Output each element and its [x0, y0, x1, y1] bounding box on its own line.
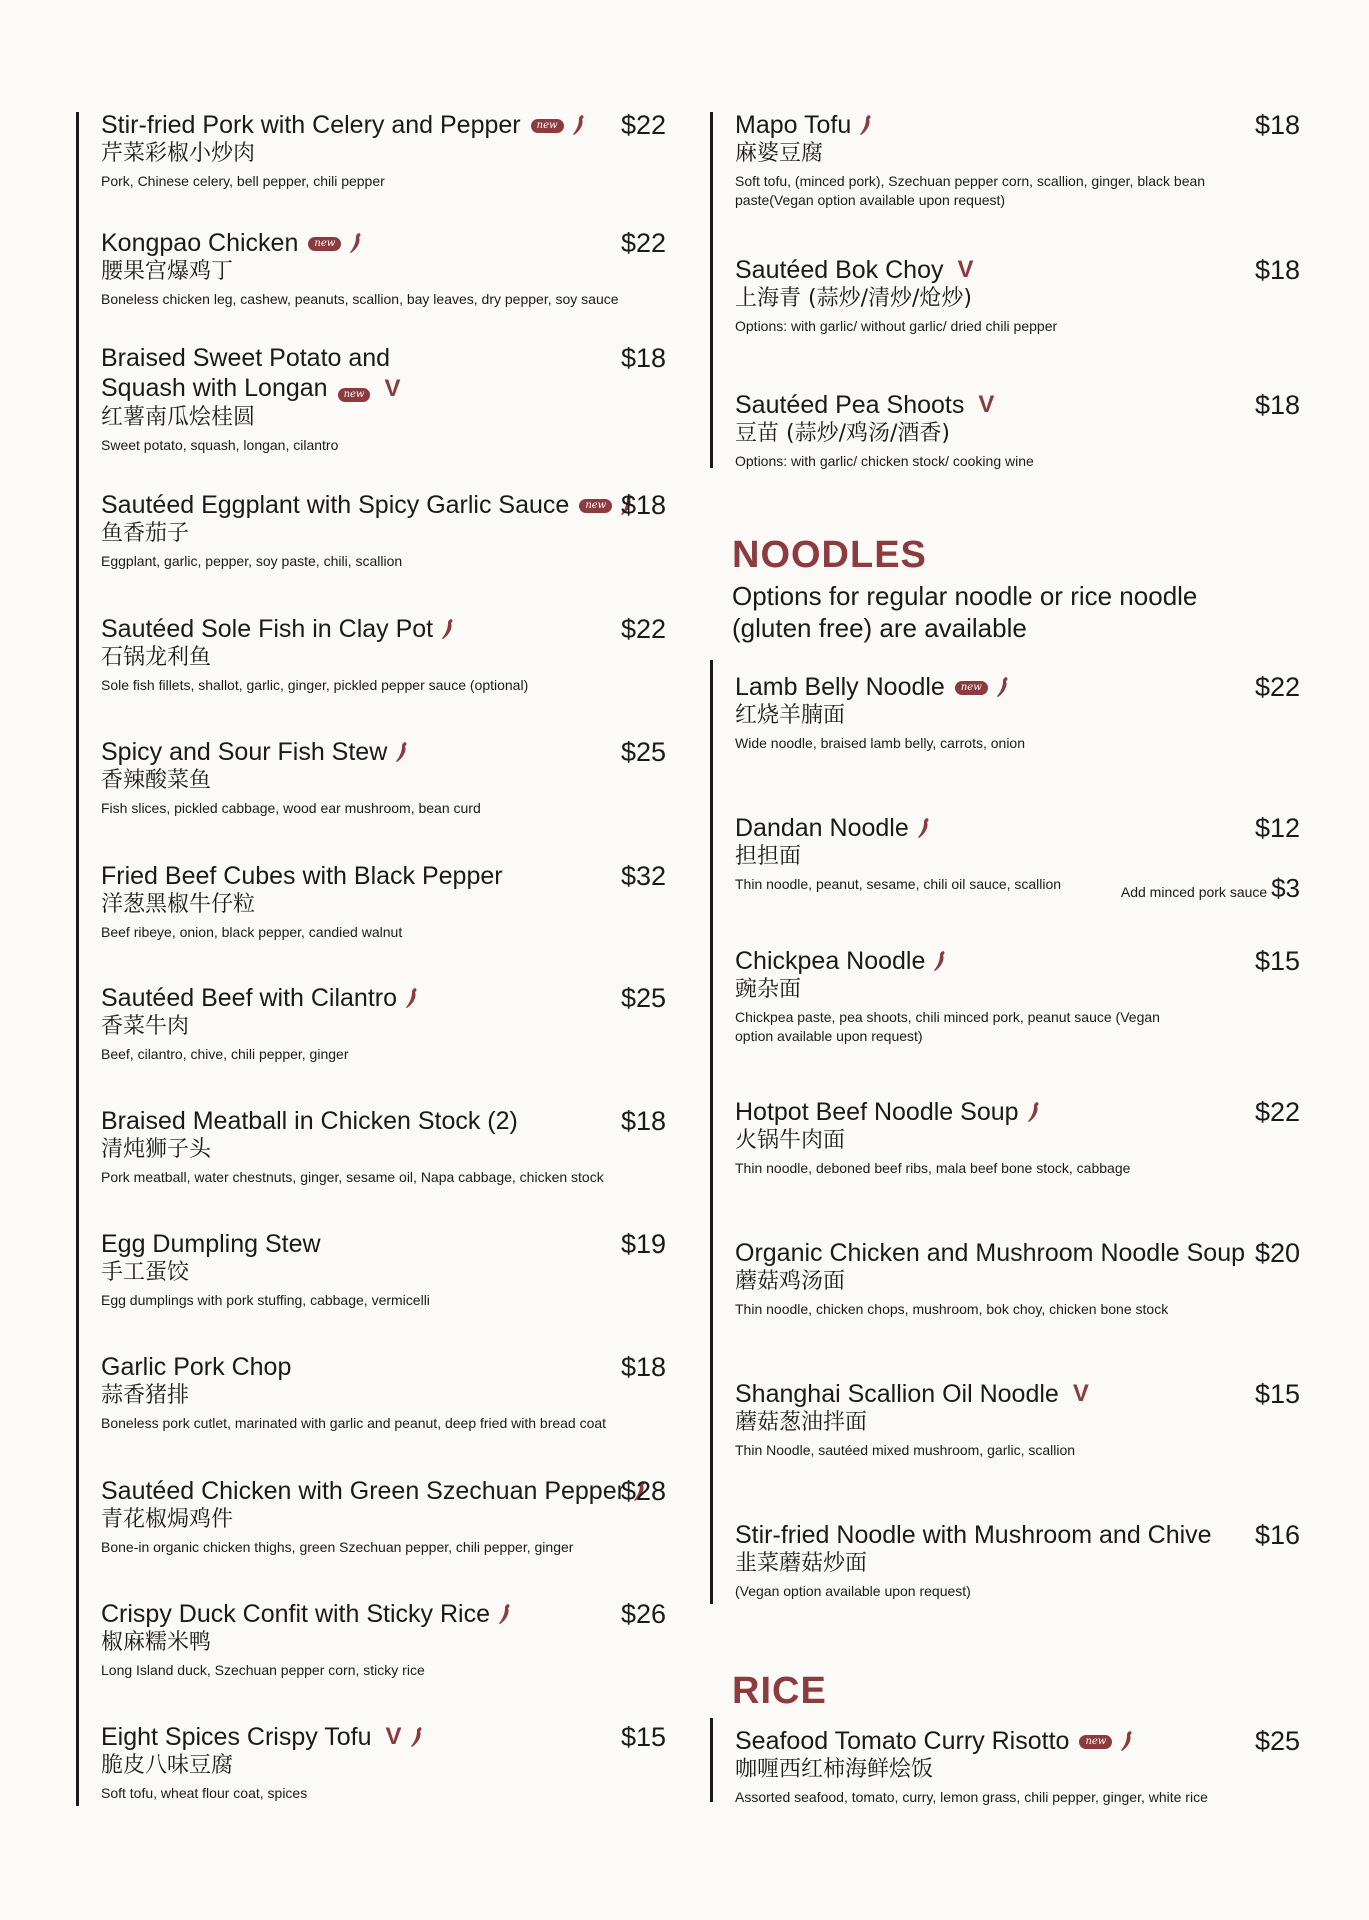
vegan-mark: V	[1072, 1380, 1089, 1407]
chili-pepper-icon	[498, 1603, 512, 1625]
item-chinese-name: 火锅牛肉面	[735, 1128, 846, 1153]
item-name: Stir-fried Noodle with Mushroom and Chive	[735, 1521, 1212, 1549]
item-chinese-name: 红烧羊腩面	[735, 703, 846, 728]
item-name: Shanghai Scallion Oil Noodle	[735, 1380, 1059, 1408]
item-price: $18	[1254, 255, 1300, 285]
item-name: Stir-fried Pork with Celery and Pepper	[101, 111, 521, 139]
item-price: $18	[620, 1106, 666, 1136]
item-name: Garlic Pork Chop	[101, 1353, 292, 1381]
addon-price: $3	[1271, 873, 1300, 903]
chili-pepper-icon	[996, 676, 1010, 698]
item-chinese-name: 上海青 (蒜炒/清炒/炝炒)	[735, 286, 972, 311]
item-name: Sautéed Beef with Cilantro	[101, 984, 398, 1012]
menu-item	[101, 1106, 666, 1187]
item-description: Wide noodle, braised lamb belly, carrots, onion	[735, 735, 1026, 751]
rice-section-title: RICE	[732, 1670, 827, 1712]
new-badge: new	[955, 681, 988, 695]
item-description: Sweet potato, squash, longan, cilantro	[101, 437, 339, 453]
item-name: Seafood Tomato Curry Risotto	[735, 1727, 1070, 1755]
chili-pepper-icon	[1120, 1730, 1134, 1752]
item-name: Crispy Duck Confit with Sticky Rice	[101, 1600, 490, 1628]
item-chinese-name: 手工蛋饺	[101, 1260, 190, 1285]
item-name: Eight Spices Crispy Tofu	[101, 1723, 372, 1751]
item-name: Sautéed Sole Fish in Clay Pot	[101, 615, 434, 643]
item-price: $25	[620, 737, 666, 767]
item-description: Thin noodle, deboned beef ribs, mala beef bone stock, cabbage	[735, 1160, 1131, 1176]
menu-item	[735, 672, 1300, 753]
menu-item	[101, 228, 666, 309]
menu-item	[101, 1352, 666, 1433]
item-description: Options: with garlic/ without garlic/ dried chili pepper	[735, 318, 1058, 334]
vegan-mark: V	[978, 391, 995, 418]
item-price: $18	[1254, 390, 1300, 420]
item-chinese-name: 香菜牛肉	[101, 1014, 190, 1039]
item-name: Hotpot Beef Noodle Soup	[735, 1098, 1019, 1126]
menu-item	[735, 1238, 1300, 1319]
menu-item	[735, 110, 1300, 210]
item-chinese-name: 清炖狮子头	[101, 1137, 212, 1162]
menu-item	[735, 390, 1300, 471]
item-price: $15	[1254, 1379, 1300, 1409]
menu-item	[735, 813, 1300, 903]
menu-item	[101, 343, 666, 455]
new-badge: new	[338, 388, 371, 402]
item-chinese-name: 豆苗 (蒜炒/鸡汤/酒香)	[735, 421, 950, 446]
item-chinese-name: 石锅龙利鱼	[101, 645, 212, 670]
item-chinese-name: 蘑菇葱油拌面	[735, 1410, 868, 1435]
menu-item	[735, 255, 1300, 336]
item-description: Thin noodle, chicken chops, mushroom, bok choy, chicken bone stock	[735, 1301, 1169, 1317]
menu-item	[101, 110, 666, 191]
item-price: $15	[1254, 946, 1300, 976]
item-name: Sautéed Chicken with Green Szechuan Pepper	[101, 1477, 625, 1505]
chili-pepper-icon	[572, 114, 586, 136]
item-chinese-name: 韭菜蘑菇炒面	[735, 1551, 868, 1576]
item-name: Kongpao Chicken	[101, 229, 299, 257]
item-description: Chickpea paste, pea shoots, chili minced pork, peanut sauce (Vegan option available upon request)	[735, 1009, 1160, 1044]
menu-item	[101, 861, 666, 942]
item-price: $16	[1254, 1520, 1300, 1550]
left-column-rule	[76, 112, 79, 1806]
chili-pepper-icon	[395, 741, 409, 763]
item-chinese-name: 脆皮八味豆腐	[101, 1753, 234, 1778]
item-chinese-name: 豌杂面	[735, 977, 802, 1002]
item-description: Beef ribeye, onion, black pepper, candied walnut	[101, 924, 403, 940]
item-name: Organic Chicken and Mushroom Noodle Soup	[735, 1239, 1245, 1267]
item-name: Sautéed Pea Shoots	[735, 391, 965, 419]
vegan-mark: V	[384, 375, 401, 402]
menu-item	[735, 1097, 1300, 1178]
item-description: (Vegan option available upon request)	[735, 1583, 971, 1599]
menu-item	[735, 1379, 1300, 1460]
item-chinese-name: 鱼香茄子	[101, 521, 190, 546]
item-description: Pork meatball, water chestnuts, ginger, sesame oil, Napa cabbage, chicken stock	[101, 1169, 604, 1185]
chili-pepper-icon	[917, 817, 931, 839]
item-chinese-name: 青花椒焗鸡件	[101, 1507, 234, 1532]
item-description: Pork, Chinese celery, bell pepper, chili pepper	[101, 173, 385, 189]
item-description: Fish slices, pickled cabbage, wood ear mushroom, bean curd	[101, 800, 481, 816]
chili-pepper-icon	[441, 618, 455, 640]
item-price: $25	[620, 983, 666, 1013]
item-description: Sole fish fillets, shallot, garlic, ginger, pickled pepper sauce (optional)	[101, 677, 529, 693]
item-price: $32	[620, 861, 666, 891]
menu-item	[101, 614, 666, 695]
menu-item	[735, 1520, 1300, 1601]
item-description: Beef, cilantro, chive, chili pepper, ginger	[101, 1046, 349, 1062]
item-chinese-name: 蘑菇鸡汤面	[735, 1269, 846, 1294]
item-price: $25	[1254, 1726, 1300, 1756]
item-name: Sautéed Bok Choy	[735, 256, 944, 284]
item-price: $12	[1254, 813, 1300, 843]
new-badge: new	[579, 499, 612, 513]
new-badge: new	[1079, 1735, 1112, 1749]
vegan-mark: V	[957, 256, 974, 283]
item-price: $22	[620, 110, 666, 140]
item-name: Mapo Tofu	[735, 111, 852, 139]
addon-label: Add minced pork sauce	[1120, 884, 1268, 900]
menu-item	[101, 1722, 666, 1803]
chili-pepper-icon	[349, 232, 363, 254]
item-chinese-name: 芹菜彩椒小炒肉	[101, 141, 256, 166]
item-name: Dandan Noodle	[735, 814, 909, 842]
chili-pepper-icon	[859, 114, 873, 136]
item-price: $18	[1254, 110, 1300, 140]
item-name: Sautéed Eggplant with Spicy Garlic Sauce	[101, 491, 570, 519]
menu-item	[101, 983, 666, 1064]
item-price: $22	[1254, 1097, 1300, 1127]
chili-pepper-icon	[410, 1726, 424, 1748]
item-price: $22	[620, 228, 666, 258]
item-name: Braised Meatball in Chicken Stock (2)	[101, 1107, 518, 1135]
item-chinese-name: 麻婆豆腐	[735, 141, 824, 166]
item-price: $18	[620, 490, 666, 520]
menu-item	[101, 1476, 666, 1557]
item-description: Long Island duck, Szechuan pepper corn, sticky rice	[101, 1662, 425, 1678]
item-description: Eggplant, garlic, pepper, soy paste, chili, scallion	[101, 553, 403, 569]
menu-item	[735, 946, 1300, 1046]
item-price: $18	[620, 343, 666, 373]
vegan-mark: V	[385, 1723, 402, 1750]
item-name: Egg Dumpling Stew	[101, 1230, 321, 1258]
menu-item	[101, 1599, 666, 1680]
item-price: $26	[620, 1599, 666, 1629]
item-chinese-name: 咖喱西红柿海鲜烩饭	[735, 1757, 934, 1782]
item-price: $20	[1254, 1238, 1300, 1268]
menu-item	[101, 1229, 666, 1310]
chili-pepper-icon	[1027, 1101, 1041, 1123]
item-chinese-name: 椒麻糯米鸭	[101, 1630, 212, 1655]
menu-item	[101, 737, 666, 818]
item-description: Thin noodle, peanut, sesame, chili oil sauce, scallion	[735, 876, 1062, 892]
new-badge: new	[308, 237, 341, 251]
item-price: $15	[620, 1722, 666, 1752]
item-chinese-name: 洋葱黑椒牛仔粒	[101, 892, 256, 917]
item-description: Boneless pork cutlet, marinated with garlic and peanut, deep fried with bread coat	[101, 1415, 607, 1431]
noodles-section-subtitle: Options for regular noodle or rice noodle (gluten free) are available	[732, 581, 1198, 643]
item-price: $18	[620, 1352, 666, 1382]
noodles-rule	[710, 660, 713, 1604]
item-price: $22	[1254, 672, 1300, 702]
menu-item	[735, 1726, 1300, 1807]
item-name: Chickpea Noodle	[735, 947, 926, 975]
right-top-rule	[710, 112, 713, 468]
item-chinese-name: 香辣酸菜鱼	[101, 768, 212, 793]
item-description: Boneless chicken leg, cashew, peanuts, scallion, bay leaves, dry pepper, soy sauce	[101, 291, 619, 307]
item-name: Braised Sweet Potato and Squash with Longan	[101, 344, 391, 402]
item-chinese-name: 蒜香猪排	[101, 1383, 190, 1408]
chili-pepper-icon	[405, 987, 419, 1009]
chili-pepper-icon	[933, 950, 947, 972]
item-name: Fried Beef Cubes with Black Pepper	[101, 862, 503, 890]
item-description: Options: with garlic/ chicken stock/ cooking wine	[735, 453, 1034, 469]
item-description: Bone-in organic chicken thighs, green Szechuan pepper, chili pepper, ginger	[101, 1539, 574, 1555]
item-price: $19	[620, 1229, 666, 1259]
new-badge: new	[531, 119, 564, 133]
noodles-section-title: NOODLES	[732, 534, 927, 576]
item-description: Soft tofu, (minced pork), Szechuan pepper corn, scallion, ginger, black bean paste(Vegan option available upon request)	[735, 173, 1206, 208]
item-name: Spicy and Sour Fish Stew	[101, 738, 388, 766]
item-name: Lamb Belly Noodle	[735, 673, 945, 701]
item-price: $22	[620, 614, 666, 644]
item-chinese-name: 担担面	[735, 844, 802, 869]
item-description: Soft tofu, wheat flour coat, spices	[101, 1785, 308, 1801]
item-chinese-name: 腰果宫爆鸡丁	[101, 259, 234, 284]
rice-rule	[710, 1718, 713, 1802]
item-description: Assorted seafood, tomato, curry, lemon grass, chili pepper, ginger, white rice	[735, 1789, 1208, 1805]
item-price: $28	[620, 1476, 666, 1506]
menu-item	[101, 490, 666, 571]
item-description: Thin Noodle, sautéed mixed mushroom, garlic, scallion	[735, 1442, 1076, 1458]
item-chinese-name: 红薯南瓜烩桂圆	[101, 405, 256, 430]
item-description: Egg dumplings with pork stuffing, cabbage, vermicelli	[101, 1292, 430, 1308]
addon-option	[1121, 873, 1300, 904]
